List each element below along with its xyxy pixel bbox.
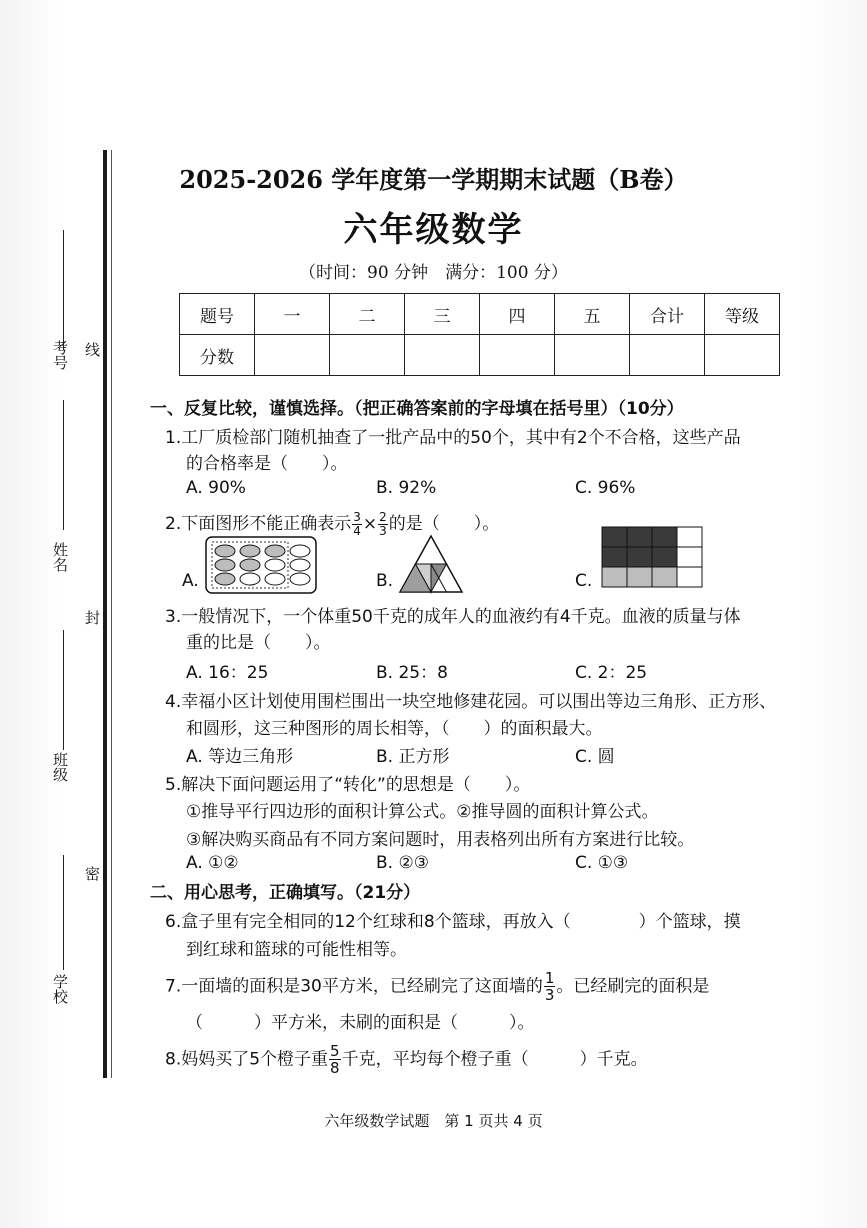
- banji-label: 班级: [51, 752, 69, 782]
- q1-line1: 1.工厂质检部门随机抽查了一批产品中的50个，其中有2个不合格，这些产品: [165, 428, 741, 448]
- q5-line1: 5.解决下面问题运用了“转化”的思想是（ ）。: [165, 775, 531, 795]
- binding-bar-thin: [111, 150, 112, 1078]
- q4-option-c[interactable]: C. 圆: [575, 747, 615, 767]
- q1-option-a[interactable]: A. 90%: [186, 478, 246, 498]
- q5-line3: ③解决购买商品有不同方案问题时，用表格列出所有方案进行比较。: [186, 830, 695, 850]
- score-blank[interactable]: [255, 335, 330, 376]
- frac-den: 4: [353, 523, 361, 538]
- q2-option-a[interactable]: A.: [182, 571, 199, 591]
- q5-option-c[interactable]: C. ①③: [575, 853, 629, 873]
- frac-den: 3: [379, 523, 387, 538]
- q8-suffix: 千克，平均每个橙子重（ ）千克。: [341, 1049, 648, 1070]
- frac-num: 3: [353, 509, 361, 524]
- frac-den: 8: [330, 1059, 340, 1077]
- score-blank[interactable]: [705, 335, 780, 376]
- q5-option-b[interactable]: B. ②③: [376, 853, 429, 873]
- score-table-score-row: [180, 335, 780, 376]
- frac-den: 3: [544, 986, 555, 1004]
- score-cell: 分数: [180, 335, 255, 376]
- q2-prefix: 2.下面图形不能正确表示: [165, 514, 352, 534]
- q2-figure-a-ovals: [205, 536, 317, 594]
- score-blank[interactable]: [480, 335, 555, 376]
- xuexiao-label: 学校: [51, 974, 69, 1004]
- kaohao-label: 考号: [51, 340, 69, 370]
- q7-line2: （ ）平方米，未刷的面积是（ ）。: [186, 1013, 535, 1033]
- section1-heading: 一、反复比较，谨慎选择。（把正确答案前的字母填在括号里）（10分）: [150, 399, 684, 419]
- score-blank[interactable]: [630, 335, 705, 376]
- q8-prefix: 8.妈妈买了5个橙子重: [165, 1049, 329, 1070]
- q2-figure-b-triangle: [398, 534, 464, 594]
- q3-line1: 3.一般情况下，一个体重50千克的成年人的血液约有4千克。血液的质量与体: [165, 607, 741, 627]
- q4-option-a[interactable]: A. 等边三角形: [186, 747, 294, 767]
- q7-suffix: 。已经刷完的面积是: [556, 976, 710, 997]
- score-table-header-row: [180, 294, 780, 335]
- fraction: [352, 511, 362, 538]
- exam-subject: 六年级数学: [343, 210, 524, 250]
- frac-num: 5: [330, 1042, 340, 1060]
- q8-line: [165, 1043, 648, 1076]
- q1-option-b[interactable]: B. 92%: [376, 478, 437, 498]
- fraction: [329, 1043, 341, 1076]
- score-table: [179, 293, 780, 376]
- mi-label: 密: [83, 866, 101, 881]
- fraction: [544, 970, 556, 1003]
- feng-label: 封: [83, 610, 101, 625]
- q2-figure-c-grid: [600, 525, 706, 589]
- banji-line: [63, 630, 64, 750]
- xian-label: 线: [83, 342, 101, 357]
- section2-heading: 二、用心思考，正确填写。（21分）: [150, 883, 421, 903]
- q2-option-c[interactable]: C.: [575, 571, 593, 591]
- q3-option-c[interactable]: C. 2：25: [575, 663, 648, 683]
- exam-title: 2025-2026 学年度第一学期期末试题（B卷）: [179, 165, 688, 194]
- xingming-label: 姓名: [51, 542, 69, 572]
- frac-num: 1: [544, 969, 555, 987]
- binding-bar: [103, 150, 107, 1078]
- q2-suffix: 的是（ ）。: [388, 514, 500, 534]
- q1-line2: 的合格率是（ ）。: [186, 454, 348, 474]
- score-blank[interactable]: [330, 335, 405, 376]
- exam-meta: （时间：90 分钟 满分：100 分）: [299, 263, 568, 283]
- q7-line1: [165, 970, 709, 1003]
- q1-option-c[interactable]: C. 96%: [575, 478, 636, 498]
- score-blank[interactable]: [405, 335, 480, 376]
- q6-line2: 到红球和篮球的可能性相等。: [186, 940, 407, 960]
- score-cell: 五: [555, 294, 630, 335]
- score-cell: 二: [330, 294, 405, 335]
- score-cell: 等级: [705, 294, 780, 335]
- score-cell: 题号: [180, 294, 255, 335]
- fraction: [378, 511, 388, 538]
- q3-line2: 重的比是（ ）。: [186, 633, 331, 653]
- q4-line1: 4.幸福小区计划使用围栏围出一块空地修建花园。可以围出等边三角形、正方形、: [165, 692, 777, 712]
- times-sign: ×: [362, 514, 378, 534]
- q4-option-b[interactable]: B. 正方形: [376, 747, 450, 767]
- score-cell: 三: [405, 294, 480, 335]
- q4-line2: 和圆形，这三种图形的周长相等，（ ）的面积最大。: [186, 719, 603, 739]
- q5-option-a[interactable]: A. ①②: [186, 853, 239, 873]
- q3-option-a[interactable]: A. 16：25: [186, 663, 269, 683]
- q5-line2: ①推导平行四边形的面积计算公式。②推导圆的面积计算公式。: [186, 802, 659, 822]
- xuexiao-line: [63, 855, 64, 970]
- xingming-line: [63, 400, 64, 530]
- score-cell: 一: [255, 294, 330, 335]
- frac-num: 2: [379, 509, 387, 524]
- score-blank[interactable]: [555, 335, 630, 376]
- q3-option-b[interactable]: B. 25：8: [376, 663, 448, 683]
- q6-line1: 6.盒子里有完全相同的12个红球和8个篮球，再放入（ ）个篮球，摸: [165, 912, 741, 932]
- score-cell: 四: [480, 294, 555, 335]
- page-footer: 六年级数学试题 第 1 页共 4 页: [324, 1112, 543, 1130]
- score-cell: 合计: [630, 294, 705, 335]
- q7-prefix: 7.一面墙的面积是30平方米，已经刷完了这面墙的: [165, 976, 543, 997]
- q2-option-b[interactable]: B.: [376, 571, 394, 591]
